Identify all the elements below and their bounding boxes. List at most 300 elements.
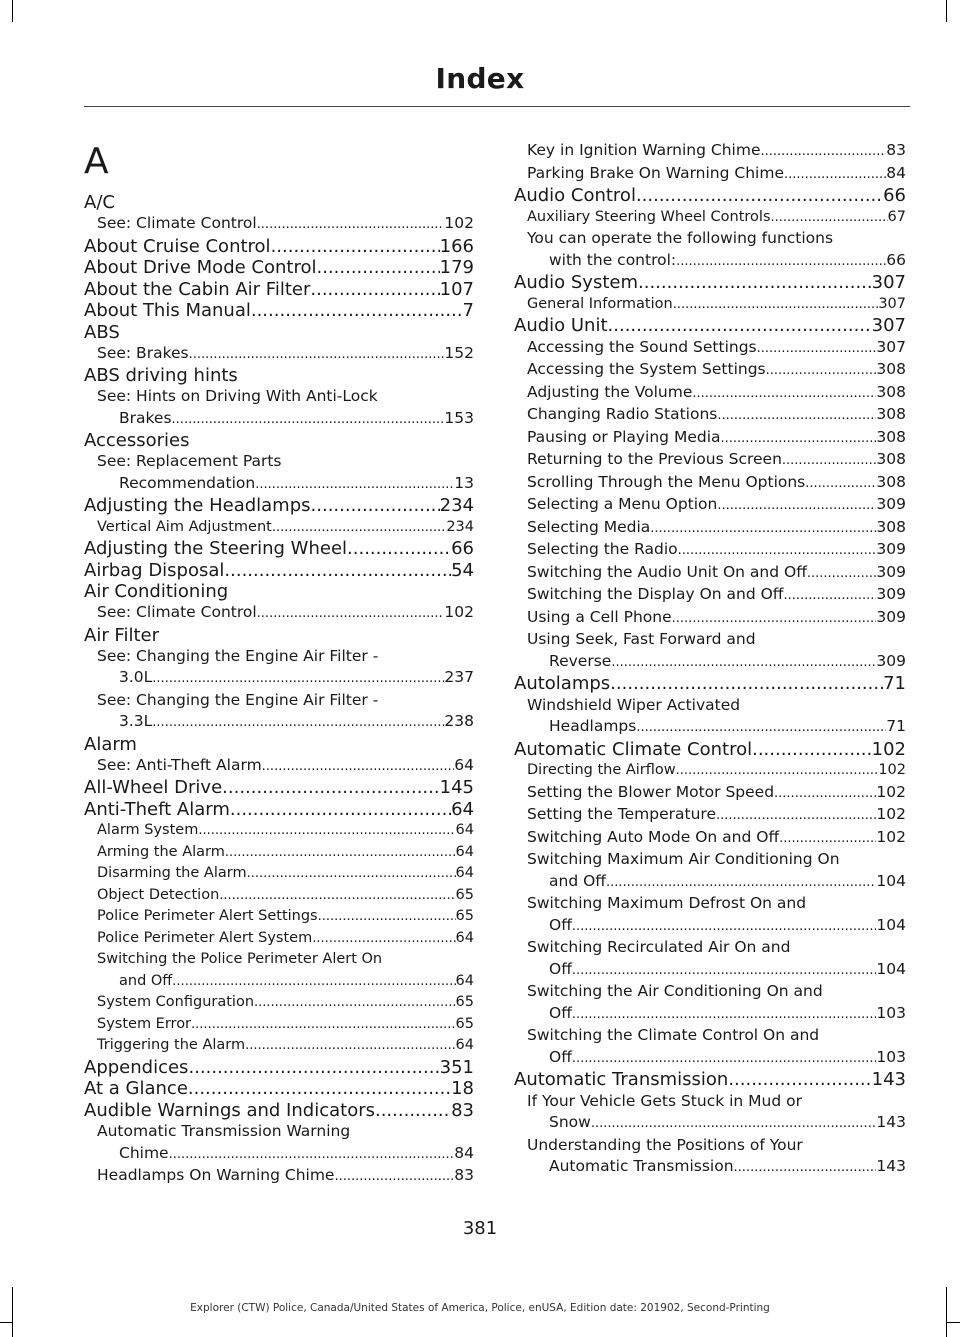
index-subentry [514,1135,906,1179]
index-subentry [84,343,474,366]
entry-text: Understanding the Positions of Your [527,1135,803,1154]
index-subentry [84,820,474,842]
dot-leader [198,820,455,842]
index-entry [514,739,906,761]
entry-text: At a Glance [84,1078,188,1099]
dot-leader [591,1113,877,1135]
entry-page-number: 143 [876,1157,906,1175]
entry-text: About This Manual [84,300,251,321]
index-subentry [514,427,906,450]
entry-text: Accessories [84,430,190,451]
dot-leader [608,315,872,337]
entry-page-number: 71 [883,673,906,694]
entry-text: Switching Auto Mode On and Off [527,827,780,846]
index-entry [84,300,474,322]
entry-text: Airbag Disposal [84,559,225,581]
entry-text: Using Seek, Fast Forward and [527,630,756,648]
entry-page-number: 83 [451,1099,474,1121]
index-subentry [84,928,474,950]
entry-text: Accessing the System Settings [527,360,766,378]
entry-text: Switching the Climate Control On and [527,1026,820,1044]
entry-text: Selecting the Radio [527,540,678,558]
entry-text: About Drive Mode Control [84,257,317,278]
entry-text: Automatic Climate Control [514,738,753,760]
entry-page-number: 308 [876,427,906,446]
entry-page-number: 104 [876,871,906,890]
dot-leader [222,777,439,799]
entry-page-number: 64 [455,865,474,881]
dot-leader [783,585,876,607]
entry-text: Police Perimeter Alert System [97,929,313,946]
index-entry [84,777,474,799]
dot-leader [672,608,877,630]
entry-page-number: 103 [876,1003,906,1022]
entry-text: Disarming the Alarm [97,865,247,881]
entry-page-number: 65 [455,886,474,903]
dot-leader [169,1144,455,1166]
entry-text: Chime [119,1143,169,1162]
entry-page-number: 307 [878,295,906,312]
index-subentry [514,1025,906,1069]
entry-text: Air Filter [84,624,160,646]
entry-page-number: 307 [871,272,906,293]
dot-leader [692,383,876,405]
entry-text: See: Brakes [97,343,189,362]
dot-leader [152,668,444,690]
dot-leader [572,1048,877,1070]
dot-leader [807,563,877,585]
index-entry [84,236,474,258]
dot-leader [191,1014,456,1036]
dot-leader [225,842,456,864]
entry-text: Automatic Transmission [549,1157,734,1175]
dot-leader [606,872,876,894]
entry-page-number: 102 [876,782,906,801]
dot-leader [766,360,877,382]
entry-page-number: 64 [454,755,474,774]
index-entry [514,185,906,207]
entry-page-number: 153 [444,408,474,427]
entry-text: See: Hints on Driving With Anti-Lock [97,387,378,405]
entry-text: Audible Warnings and Indicators [84,1099,375,1121]
entry-text: Using a Cell Phone [527,607,672,626]
entry-text: Off [549,1047,572,1066]
entry-page-number: 7 [462,300,474,321]
index-entry [84,1078,474,1100]
dot-leader [572,916,877,938]
entry-page-number: 308 [876,450,906,468]
entry-text: Off [549,959,572,978]
dot-leader [257,214,445,236]
entry-text: Switching Maximum Air Conditioning On [527,850,840,868]
entry-page-number: 309 [876,495,906,513]
index-subentry [514,562,906,585]
dot-leader [676,251,886,273]
dot-leader [771,207,888,229]
entry-text: Returning to the Previous Screen [527,450,782,468]
index-subentry [514,584,906,607]
entry-page-number: 102 [878,762,906,778]
dot-leader [678,540,877,562]
index-subentry [514,228,906,272]
crop-mark-top-right-v [946,0,947,22]
entry-page-number: 309 [876,562,906,581]
entry-text: ABS driving hints [84,365,238,386]
index-subentry [514,760,906,782]
dot-leader [347,538,451,560]
entry-text: Arming the Alarm [97,843,225,860]
header-rule [84,106,910,107]
dot-leader [255,474,454,496]
index-subentry [84,755,474,778]
entry-page-number: 308 [876,360,906,378]
index-entry [84,538,474,560]
index-subentry [514,472,906,495]
entry-page-number: 66 [886,250,906,269]
dot-leader [728,1069,871,1091]
entry-page-number: 309 [876,651,906,670]
entry-text: and Off [549,871,606,890]
entry-page-number: 66 [883,185,906,206]
dot-leader [257,603,445,625]
entry-text: Windshield Wiper Activated [527,695,741,714]
entry-page-number: 308 [876,405,906,423]
entry-text: A/C [84,192,115,213]
index-subentry [514,1091,906,1135]
index-subentry [514,539,906,562]
entry-page-number: 102 [444,603,474,621]
entry-text: ABS [84,321,120,343]
entry-page-number: 234 [446,518,474,535]
dot-leader [318,906,456,928]
index-subentry [84,885,474,907]
entry-text: Selecting a Menu Option [527,495,718,513]
dot-leader [752,739,872,761]
entry-page-number: 64 [455,1037,474,1053]
index-entry [84,495,474,517]
index-entry [84,625,474,646]
index-entry [84,1100,474,1122]
entry-page-number: 104 [876,915,906,934]
dot-leader [784,164,886,186]
entry-page-number: 54 [451,559,474,581]
dot-leader [716,805,876,827]
entry-text: Off [549,915,572,934]
entry-text: You can operate the following functions [527,229,834,247]
entry-page-number: 309 [876,540,906,558]
entry-page-number: 104 [876,959,906,978]
index-entry [84,365,474,386]
entry-page-number: 107 [439,278,474,300]
entry-text: and Off [119,972,173,989]
index-entry [84,279,474,301]
entry-page-number: 234 [439,495,474,516]
entry-text: Directing the Airflow [527,762,676,778]
entry-text: Snow [549,1113,591,1131]
entry-text: Selecting Media [527,517,651,536]
index-subentry [514,695,906,739]
entry-page-number: 65 [455,994,474,1010]
dot-leader [638,272,872,294]
dot-leader [650,518,876,540]
entry-text: Auxiliary Steering Wheel Controls [527,208,771,225]
entry-text: Police Perimeter Alert Settings [97,908,318,924]
index-subentry [84,1035,474,1057]
index-subentry [84,602,474,625]
index-subentry [514,629,906,673]
entry-page-number: 18 [451,1078,474,1099]
index-subentry [84,386,474,430]
entry-text: Object Detection [97,886,220,903]
entry-text: Reverse [549,651,612,670]
dot-leader [251,300,463,322]
entry-page-number: 102 [876,805,906,823]
dot-leader [172,971,455,993]
crop-mark-bottom-left-h [0,1322,12,1323]
dot-leader [310,279,439,301]
entry-text: Switching the Display On and Off [527,585,784,603]
index-entry [84,581,474,602]
index-subentry [84,842,474,864]
entry-text: Automatic Transmission Warning [97,1122,351,1140]
dot-leader [230,799,451,821]
dot-leader [316,257,439,279]
dot-leader [610,673,883,695]
entry-text: Alarm [84,733,137,755]
page-number: 381 [462,1218,498,1239]
index-subentry [84,949,474,992]
edition-footer: Explorer (CTW) Police, Canada/United States of America, Police, enUSA, Edition date: 201902, Second-Printing [190,1302,770,1314]
entry-page-number: 66 [451,538,474,559]
entry-text: Headlamps [549,717,637,735]
entry-page-number: 84 [886,163,906,182]
entry-text: Changing Radio Stations [527,405,718,423]
entry-text: See: Anti-Theft Alarm [97,755,262,774]
entry-page-number: 84 [454,1143,474,1162]
entry-page-number: 65 [455,908,474,924]
dot-leader [334,1166,454,1188]
entry-text: Autolamps [514,673,611,694]
entry-page-number: 102 [876,827,906,846]
entry-text: Pausing or Playing Media [527,427,721,446]
entry-page-number: 307 [871,315,906,336]
section-letter: A [84,141,109,182]
dot-leader [774,783,876,805]
entry-page-number: 67 [887,208,906,225]
entry-text: Off [549,1003,572,1022]
entry-text: Air Conditioning [84,581,229,602]
dot-leader [312,928,455,950]
index-subentry [514,981,906,1025]
entry-page-number: 83 [454,1166,474,1184]
entry-page-number: 179 [439,257,474,278]
dot-leader [676,760,879,782]
dot-leader [782,450,877,472]
dot-leader [172,409,445,431]
dot-leader [224,560,451,582]
dot-leader [673,294,879,316]
dot-leader [721,428,877,450]
entry-page-number: 102 [444,214,474,232]
index-entry [514,1069,906,1091]
entry-page-number: 238 [444,712,474,730]
dot-leader [375,1100,451,1122]
index-column-right [514,140,906,1179]
entry-text: Adjusting the Headlamps [84,495,311,516]
entry-page-number: 64 [455,972,474,989]
entry-text: Switching the Police Perimeter Alert On [97,951,383,967]
dot-leader [779,828,876,850]
dot-leader [805,473,876,495]
index-entry [514,272,906,294]
index-entry [514,673,906,695]
entry-text: See: Climate Control [97,603,257,621]
entry-page-number: 143 [876,1113,906,1131]
dot-leader [760,141,886,163]
dot-leader [245,1035,455,1057]
entry-page-number: 64 [455,822,474,838]
dot-leader [572,1004,877,1026]
entry-page-number: 308 [876,472,906,491]
entry-text: Audio Control [514,185,636,206]
entry-page-number: 309 [876,607,906,626]
entry-page-number: 65 [455,1015,474,1032]
index-column-left [84,140,474,1188]
index-entry [514,315,906,337]
entry-page-number: 237 [444,668,474,686]
entry-text: Switching the Air Conditioning On and [527,982,823,1000]
index-subentry [514,337,906,360]
entry-page-number: 166 [439,235,474,257]
entry-text: Audio Unit [514,315,608,336]
entry-page-number: 308 [876,382,906,401]
index-entry [84,430,474,451]
index-subentry [514,893,906,937]
dot-leader [734,1157,877,1179]
index-subentry [514,294,906,316]
index-subentry [84,517,474,539]
entry-text: Headlamps On Warning Chime [97,1166,335,1184]
dot-leader [219,885,455,907]
entry-page-number: 152 [444,343,474,362]
index-subentry [514,782,906,805]
dot-leader [152,712,444,734]
entry-text: System Error [97,1015,192,1032]
entry-text: About the Cabin Air Filter [84,278,311,300]
index-subentry [84,863,474,885]
index-subentry [84,646,474,690]
entry-text: General Information [527,295,673,312]
entry-page-number: 103 [876,1047,906,1066]
entry-text: with the control: [549,250,677,269]
index-subentry [84,1014,474,1036]
index-subentry [84,451,474,495]
entry-text: Automatic Transmission [514,1069,729,1090]
index-subentry [514,140,906,163]
entry-page-number: 309 [876,585,906,603]
dot-leader [247,863,456,885]
entry-text: If Your Vehicle Gets Stuck in Mud or [527,1091,802,1110]
entry-text: Switching Recirculated Air On and [527,938,791,956]
entry-text: Recommendation [119,473,256,492]
dot-leader [717,405,876,427]
index-subentry [514,494,906,517]
index-subentry [514,359,906,382]
dot-leader [254,992,456,1014]
entry-text: 3.3L [119,712,153,730]
index-entry [84,322,474,343]
dot-leader [272,517,446,539]
dot-leader [572,960,877,982]
index-subentry [84,992,474,1014]
dot-leader [262,756,455,778]
entry-text: Parking Brake On Warning Chime [527,163,784,182]
index-subentry [514,382,906,405]
dot-leader [188,1057,439,1079]
entry-text: About Cruise Control [84,235,271,257]
entry-text: Accessing the Sound Settings [527,337,757,356]
index-subentry [84,1165,474,1188]
entry-text: Audio System [514,272,639,293]
entry-text: Setting the Blower Motor Speed [527,782,775,801]
crop-mark-bottom-right-h [946,1322,960,1323]
dot-leader [311,495,440,517]
entry-text: Switching the Audio Unit On and Off [527,562,807,581]
entry-page-number: 83 [886,141,906,159]
index-subentry [84,1121,474,1165]
entry-text: Alarm System [97,822,199,838]
entry-text: See: Climate Control [97,214,257,232]
entry-text: Adjusting the Steering Wheel [84,538,348,559]
page-title: Index [435,62,525,95]
entry-text: Vertical Aim Adjustment [97,518,272,535]
entry-page-number: 145 [439,777,474,798]
entry-text: All-Wheel Drive [84,777,223,798]
dot-leader [717,495,876,517]
entry-page-number: 102 [871,738,906,760]
dot-leader [189,344,445,366]
index-subentry [514,449,906,472]
index-entry [84,1057,474,1079]
dot-leader [636,717,886,739]
index-subentry [84,213,474,236]
entry-text: See: Replacement Parts [97,452,282,470]
entry-text: System Configuration [97,994,255,1010]
entry-page-number: 307 [876,337,906,356]
index-subentry [514,404,906,427]
index-entry [84,799,474,821]
index-subentry [514,937,906,981]
entry-page-number: 64 [455,929,474,946]
index-subentry [514,207,906,229]
dot-leader [757,338,877,360]
entry-text: Adjusting the Volume [527,382,693,401]
index-subentry [514,827,906,850]
entry-text: Anti-Theft Alarm [84,798,230,820]
entry-text: Brakes [119,408,172,427]
entry-page-number: 13 [454,473,474,492]
entry-page-number: 64 [455,843,474,860]
entry-text: Switching Maximum Defrost On and [527,894,807,912]
index-entry [84,560,474,582]
index-subentry [514,163,906,186]
index-entry [84,257,474,279]
entry-text: See: Changing the Engine Air Filter - [97,646,379,665]
entry-page-number: 308 [876,517,906,536]
index-entry [84,192,474,213]
entry-text: Triggering the Alarm [97,1037,246,1053]
entry-text: Appendices [84,1056,189,1078]
